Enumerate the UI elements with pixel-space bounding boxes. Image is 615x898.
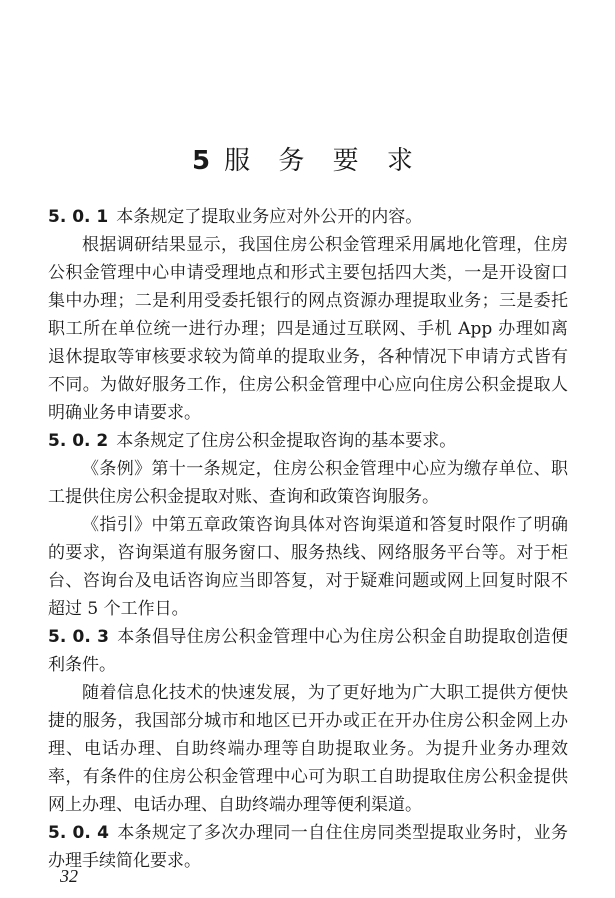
section-number: 5. 0. 3: [48, 627, 109, 647]
chapter-title: [0, 140, 615, 177]
chapter-number: 5: [192, 146, 211, 176]
paragraph: 《条例》第十一条规定，住房公积金管理中心应为缴存单位、职工提供住房公积金提取对账、查询和政策咨询服务。: [48, 459, 568, 507]
document-body: [48, 203, 568, 875]
chapter-title-text: 服 务 要 求: [224, 146, 423, 176]
paragraph: 随着信息化技术的快速发展，为了更好地为广大职工提供方便快捷的服务，我国部分城市和地区已开办或正在开办住房公积金网上办理、电话办理、自助终端办理等自助提取业务。为提升业务办理效率，有条件的住房公积金管理中心可为职工自助提取住房公积金提供网上办理、电话办理、自助终端办理等便利渠道。: [48, 683, 568, 815]
section-heading: [48, 203, 568, 231]
section-number: 5. 0. 1: [48, 207, 109, 227]
paragraph: 根据调研结果显示，我国住房公积金管理采用属地化管理，住房公积金管理中心申请受理地点和形式主要包括四大类，一是开设窗口集中办理；二是利用受委托银行的网点资源办理提取业务；三是委托职工所在单位统一进行办理；四是通过互联网、手机 App 办理如离退休提取等审核要求较为简单的提取业务，各种情况下申请方式皆有不同。为做好服务工作，住房公积金管理中心应向住房公积金提取人明确业务申请要求。: [48, 235, 568, 423]
section-heading-text: 本条规定了提取业务应对外公开的内容。: [116, 207, 423, 227]
section-heading: [48, 623, 568, 679]
section-number: 5. 0. 4: [48, 823, 109, 843]
paragraph: 《指引》中第五章政策咨询具体对咨询渠道和答复时限作了明确的要求，咨询渠道有服务窗口、服务热线、网络服务平台等。对于柜台、咨询台及电话咨询应当即答复，对于疑难问题或网上回复时限不超过 5 个工作日。: [48, 515, 568, 619]
section-number: 5. 0. 2: [48, 431, 109, 451]
section-heading: [48, 819, 568, 875]
section-heading-text: 本条规定了住房公积金提取咨询的基本要求。: [116, 431, 457, 451]
section-heading-text: 本条规定了多次办理同一自住住房同类型提取业务时，业务办理手续简化要求。: [48, 823, 568, 871]
section-heading-text: 本条倡导住房公积金管理中心为住房公积金自助提取创造便利条件。: [48, 627, 568, 675]
section-heading: [48, 427, 568, 455]
page-number: 32: [60, 866, 78, 886]
